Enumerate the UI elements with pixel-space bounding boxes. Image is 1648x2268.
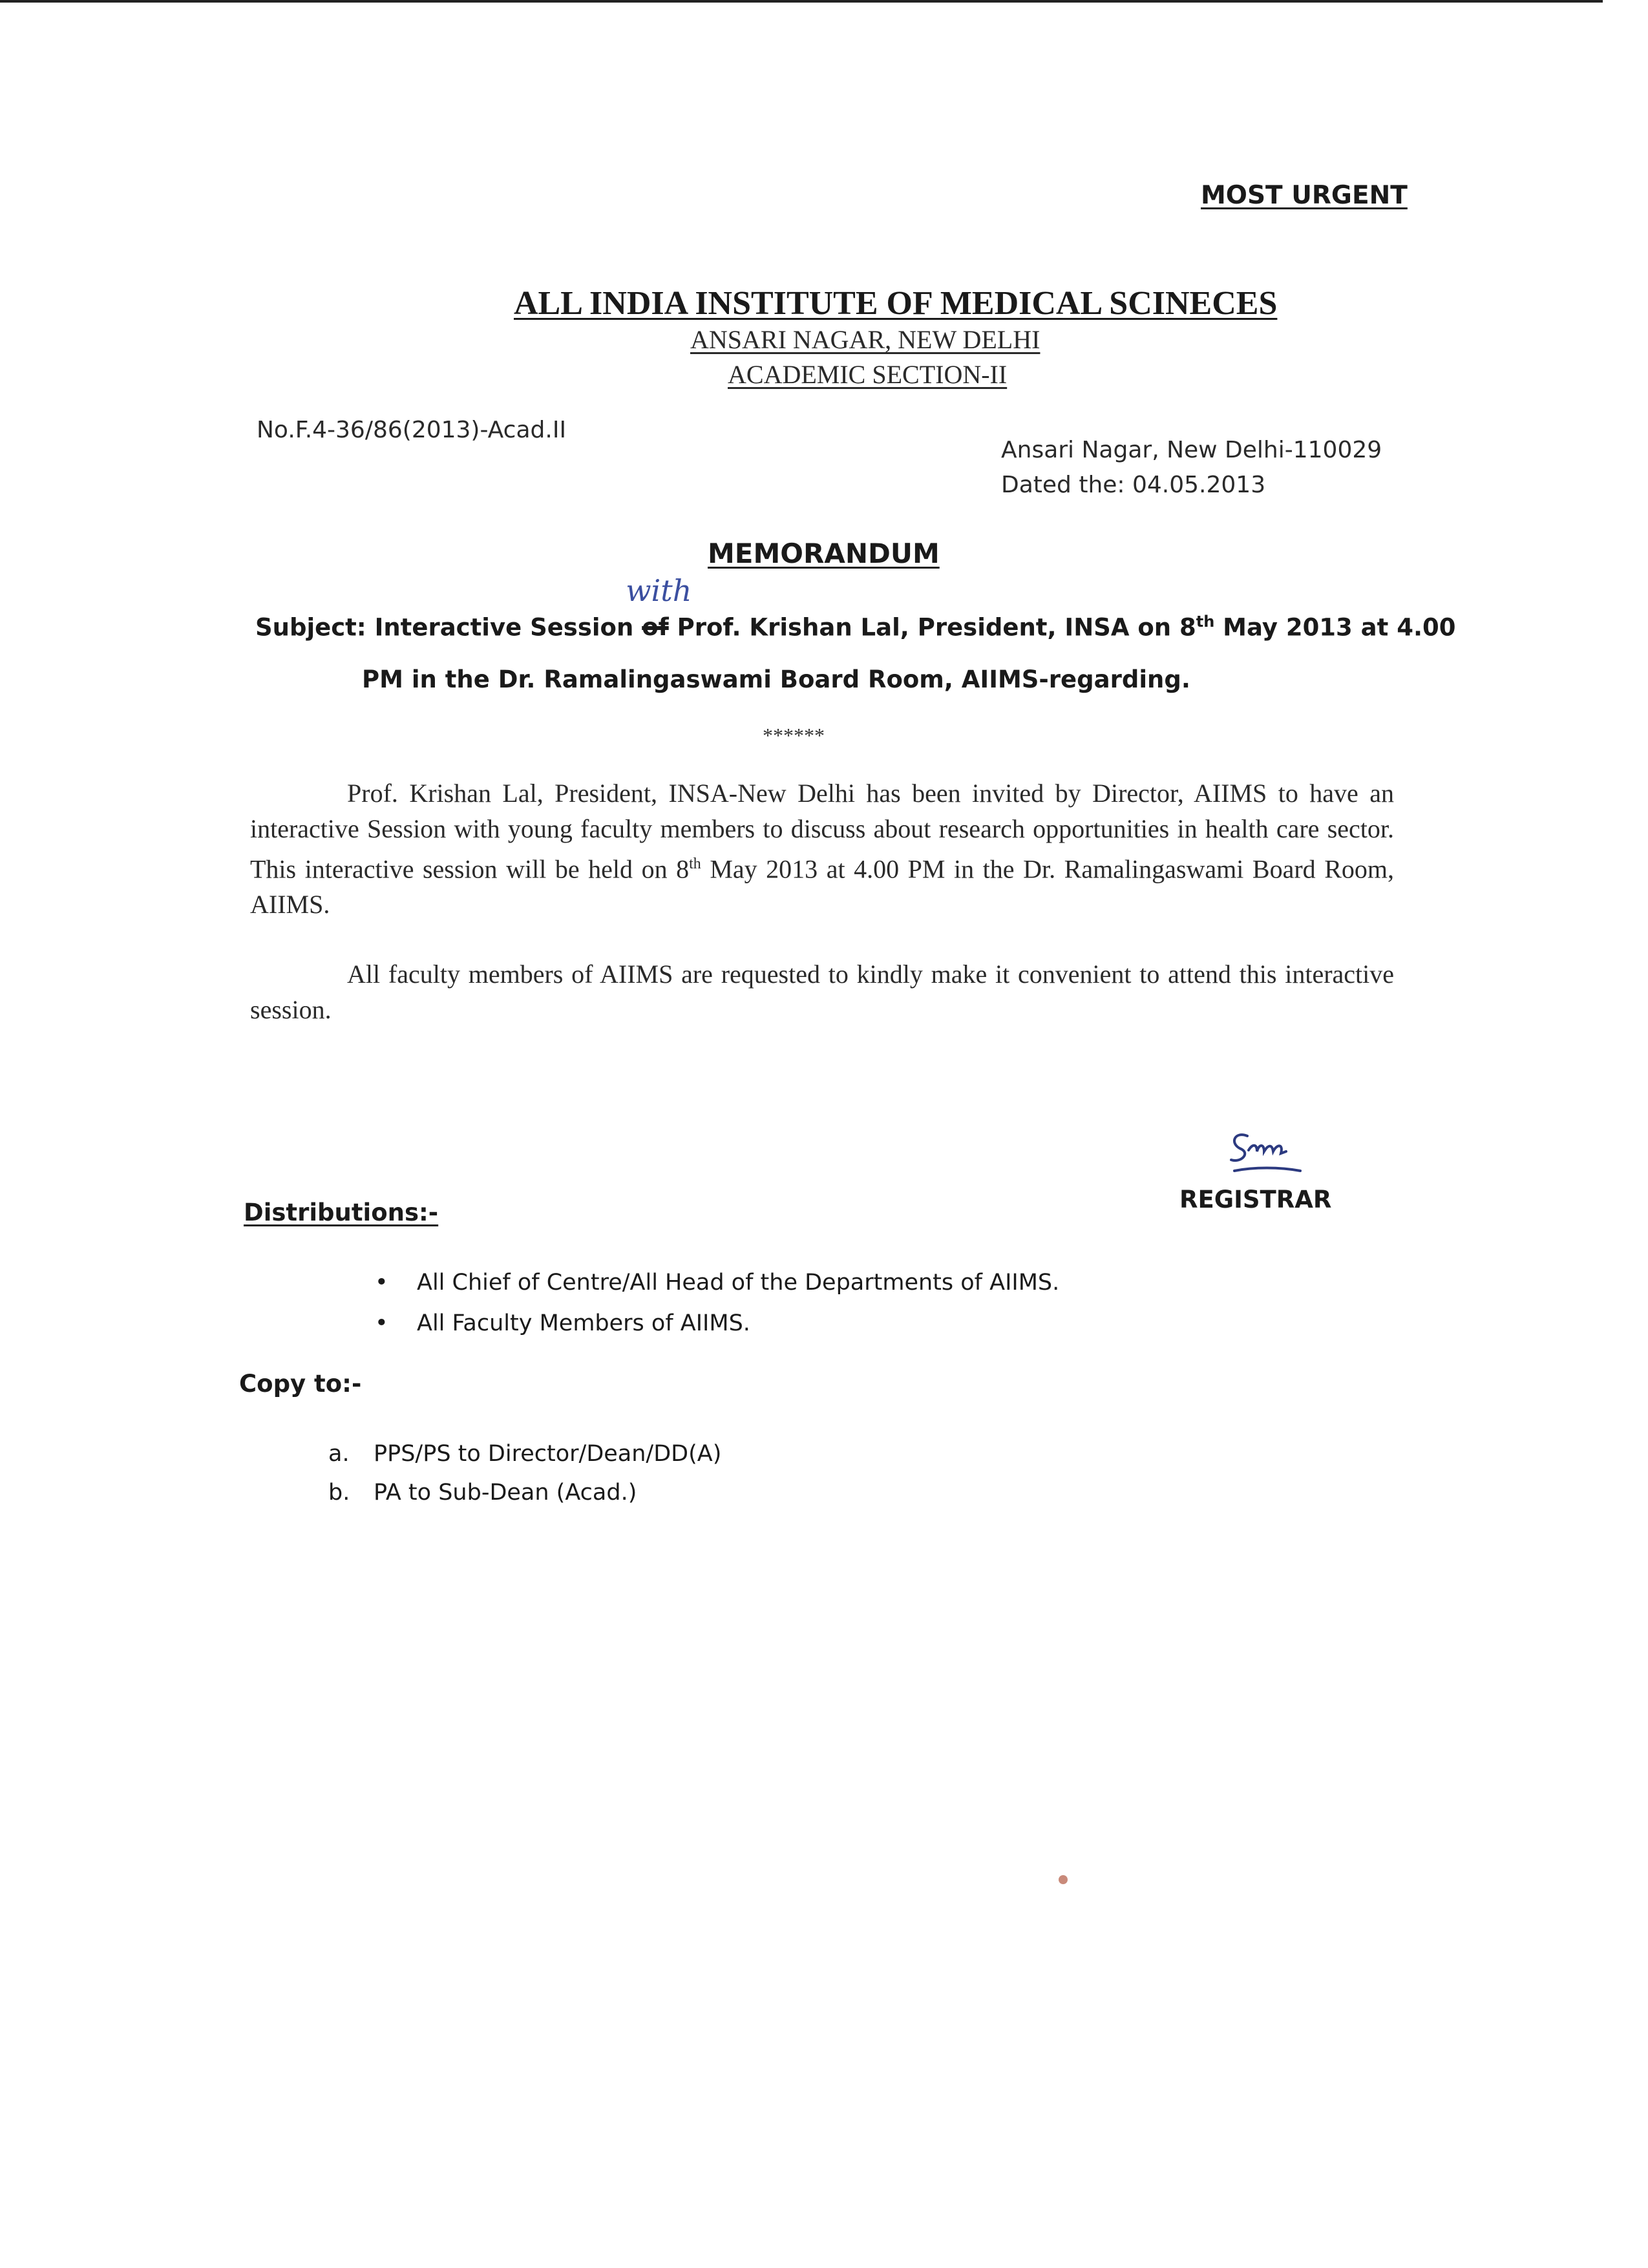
struck-word: of <box>642 613 669 642</box>
distribution-heading: Distributions:- <box>244 1199 439 1226</box>
subject-line-2: PM in the Dr. Ramalingaswami Board Room, AIIMS-regarding. <box>362 666 1190 693</box>
copy-to-item <box>328 1441 721 1467</box>
subject-text-c: May 2013 at 4.00 <box>1223 613 1456 642</box>
copy-to-item-label: b. <box>328 1480 350 1506</box>
paragraph-1-text-a: Prof. Krishan Lal, President, INSA-New Delhi has been invited by Director, AIIMS to have an interactive Session with young faculty members to discuss about research opportunities in health care sector. This interactive session will be held on 8 <box>250 779 1394 884</box>
handwritten-insertion: with <box>626 573 692 609</box>
separator-asterisks: ****** <box>763 724 825 747</box>
subject-label: Subject: <box>255 613 366 642</box>
date-line: Dated the: 04.05.2013 <box>1001 472 1266 498</box>
paragraph-2-text: All faculty members of AIIMS are requested to kindly make it convenient to attend this interactive session. <box>250 960 1394 1024</box>
body-paragraph-1 <box>250 775 1394 922</box>
bullet-icon: • <box>375 1310 388 1336</box>
bullet-icon: • <box>375 1270 388 1296</box>
file-number: No.F.4-36/86(2013)-Acad.II <box>257 417 567 443</box>
copy-to-item <box>328 1480 637 1506</box>
subject-superscript: th <box>1196 613 1215 631</box>
distribution-item <box>375 1310 750 1336</box>
distribution-item-text: All Faculty Members of AIIMS. <box>417 1310 750 1336</box>
distribution-item-text: All Chief of Centre/All Head of the Departments of AIIMS. <box>417 1270 1060 1296</box>
copy-to-item-text: PPS/PS to Director/Dean/DD(A) <box>374 1441 722 1467</box>
institution-name: ALL INDIA INSTITUTE OF MEDICAL SCINECES <box>514 285 1278 322</box>
section-name: ACADEMIC SECTION-II <box>728 360 1008 389</box>
copy-to-item-label: a. <box>328 1441 350 1467</box>
copy-to-item-text: PA to Sub-Dean (Acad.) <box>374 1480 637 1506</box>
body-paragraph-2 <box>250 956 1394 1027</box>
urgency-label: MOST URGENT <box>1201 181 1408 210</box>
memorandum-title: MEMORANDUM <box>708 538 940 569</box>
paragraph-1-superscript: th <box>689 856 701 872</box>
distribution-item <box>375 1270 1059 1296</box>
paragraph-1-text-b: May 2013 at 4.00 PM in the Dr. Ramalingaswami Board Room, AIIMS. <box>250 854 1394 919</box>
subject-line-1 <box>255 573 1456 642</box>
scan-speck <box>1059 1875 1068 1884</box>
place-line: Ansari Nagar, New Delhi-110029 <box>1001 437 1382 463</box>
scan-edge-top <box>0 0 1603 3</box>
signature-mark <box>1221 1124 1305 1186</box>
institution-address: ANSARI NAGAR, NEW DELHI <box>690 325 1041 354</box>
subject-text-b: Prof. Krishan Lal, President, INSA on 8 <box>677 613 1196 642</box>
signatory-title: REGISTRAR <box>1179 1186 1332 1213</box>
copy-to-heading: Copy to:- <box>239 1370 362 1398</box>
subject-correction <box>626 573 692 642</box>
subject-text-a: Interactive Session <box>374 613 634 642</box>
